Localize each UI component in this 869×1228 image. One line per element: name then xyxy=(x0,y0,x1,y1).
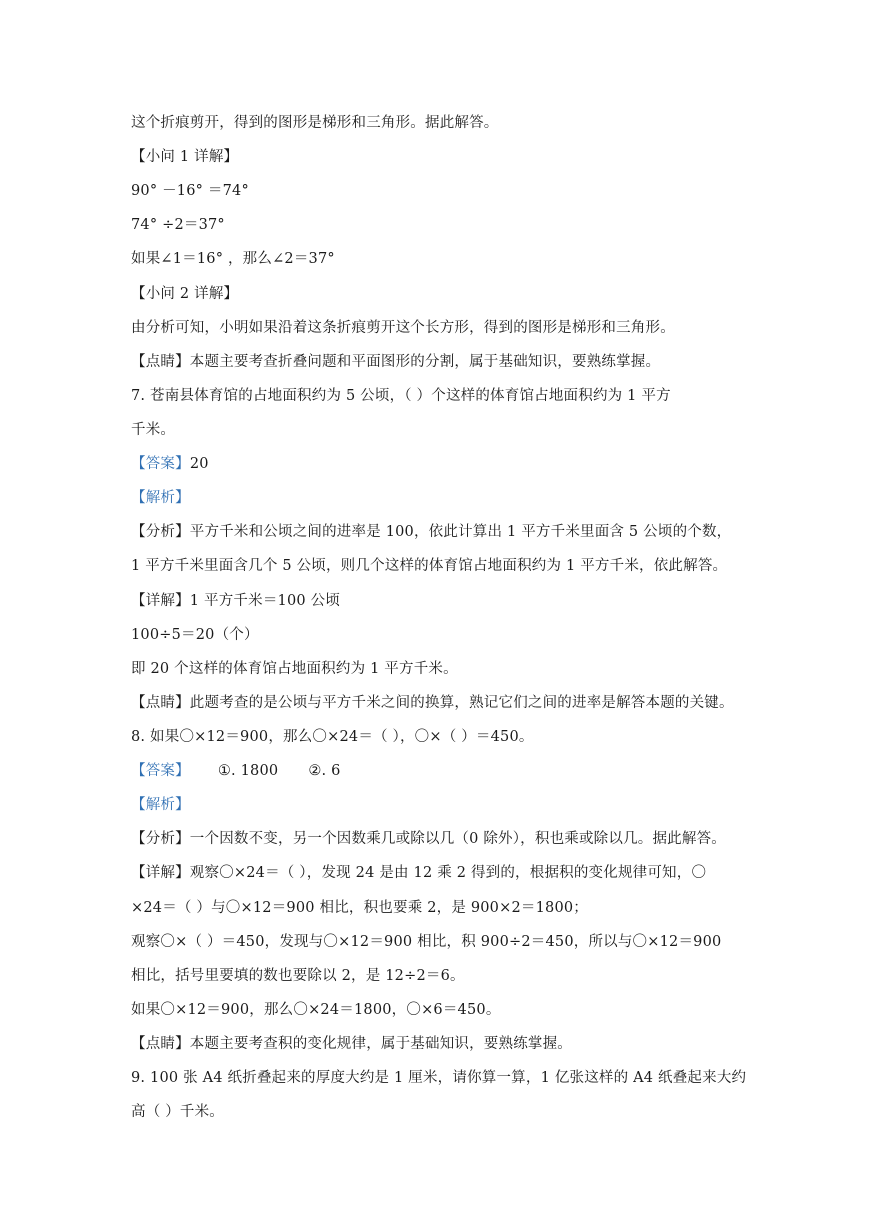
answer-label: 【答案】 xyxy=(131,763,190,779)
answer-label: 【答案】 xyxy=(131,456,190,472)
q8-answer xyxy=(131,761,741,781)
section-heading: 【小问 2 详解】 xyxy=(131,286,239,302)
text-line: 千米。 xyxy=(131,422,176,438)
text-line: ×24＝（ ）与〇×12＝900 相比，积也要乘 2，是 900×2＝1800； xyxy=(131,900,588,916)
answer-value-2: ②. 6 xyxy=(308,763,341,779)
question-9: 9. 100 张 A4 纸折叠起来的厚度大约是 1 厘米，请你算一算，1 亿张这样的 A4 纸叠起来大约 xyxy=(131,1070,747,1086)
text-line: 这个折痕剪开，得到的图形是梯形和三角形。据此解答。 xyxy=(131,115,499,131)
text-line: 【点睛】此题考查的是公顷与平方千米之间的换算，熟记它们之间的进率是解答本题的关键。 xyxy=(131,695,734,711)
text-line: 即 20 个这样的体育馆占地面积约为 1 平方千米。 xyxy=(131,661,458,677)
text-line: 观察〇×（ ）＝450，发现与〇×12＝900 相比，积 900÷2＝450，所以与〇×12＝900 xyxy=(131,934,722,950)
analysis-label: 【解析】 xyxy=(131,797,190,813)
text-line: 高（ ）千米。 xyxy=(131,1104,225,1120)
text-line: 【分析】一个因数不变，另一个因数乘几或除以几（0 除外），积也乘或除以几。据此解答。 xyxy=(131,831,726,847)
text-line: 100÷5＝20（个） xyxy=(131,627,259,643)
text-line: 如果∠1＝16° ，那么∠2＝37° xyxy=(131,251,335,267)
analysis-label: 【解析】 xyxy=(131,490,190,506)
text-line: 【点睛】本题主要考查折叠问题和平面图形的分割，属于基础知识，要熟练掌握。 xyxy=(131,354,661,370)
text-line: 1 平方千米里面含几个 5 公顷，则几个这样的体育馆占地面积约为 1 平方千米，依此解答。 xyxy=(131,558,728,574)
answer-value-1: ①. 1800 xyxy=(217,763,279,779)
text-line: 【点睛】本题主要考查积的变化规律，属于基础知识，要熟练掌握。 xyxy=(131,1036,572,1052)
text-line: 相比，括号里要填的数也要除以 2，是 12÷2＝6。 xyxy=(131,968,465,984)
text-line: 由分析可知，小明如果沿着这条折痕剪开这个长方形，得到的图形是梯形和三角形。 xyxy=(131,320,675,336)
q7-answer xyxy=(131,454,741,474)
question-7: 7. 苍南县体育馆的占地面积约为 5 公顷，（ ）个这样的体育馆占地面积约为 1 平方 xyxy=(131,388,671,404)
text-line: 【详解】观察〇×24＝（ ），发现 24 是由 12 乘 2 得到的，根据积的变化规律可知，〇 xyxy=(131,865,707,881)
text-line: 如果〇×12＝900，那么〇×24＝1800，〇×6＝450。 xyxy=(131,1002,501,1018)
text-line: 【详解】1 平方千米＝100 公顷 xyxy=(131,593,341,609)
text-line: 【分析】平方千米和公顷之间的进率是 100，依此计算出 1 平方千米里面含 5 公顷的个数， xyxy=(131,524,732,540)
text-line: 90° －16° ＝74° xyxy=(131,183,249,199)
text-line: 74° ÷2＝37° xyxy=(131,217,225,233)
section-heading: 【小问 1 详解】 xyxy=(131,149,239,165)
question-8: 8. 如果〇×12＝900，那么〇×24＝（ ），〇×（ ）＝450。 xyxy=(131,729,534,745)
answer-value: 20 xyxy=(189,456,209,472)
